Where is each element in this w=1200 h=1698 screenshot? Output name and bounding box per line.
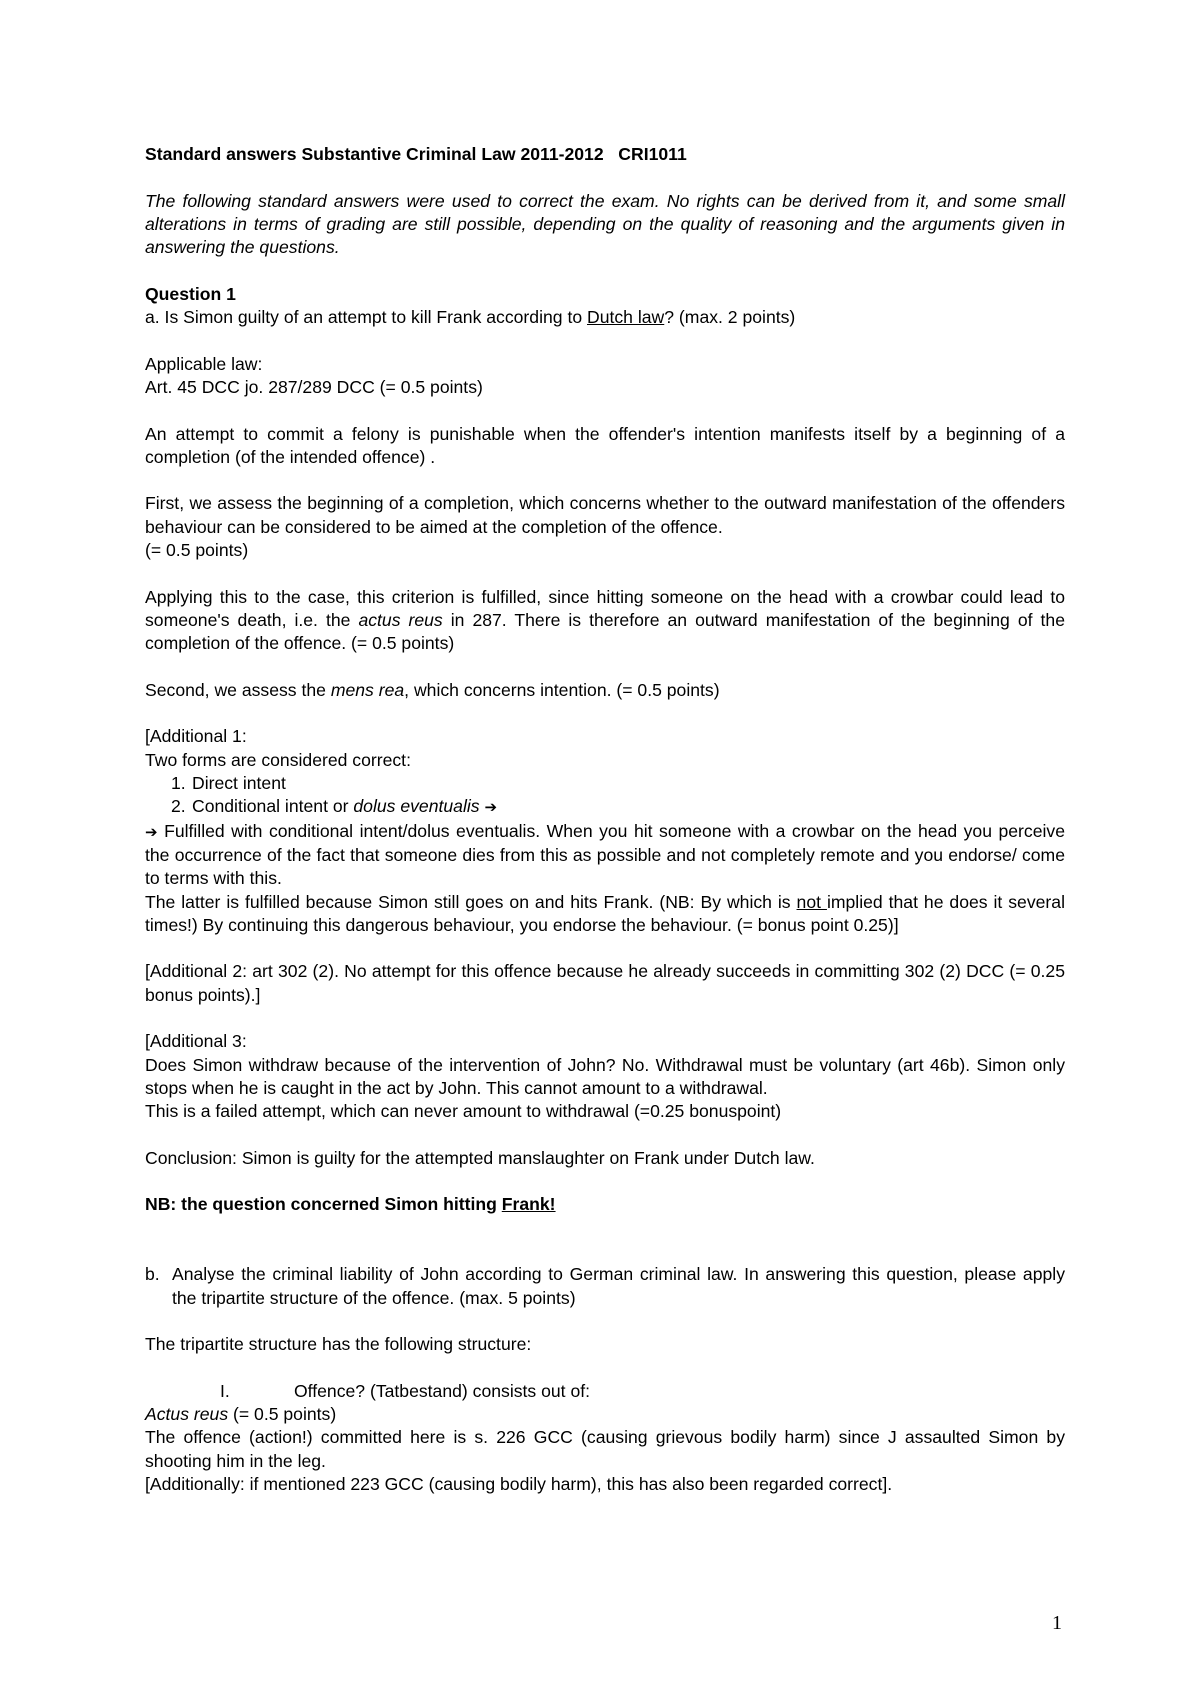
additional-3-failed: This is a failed attempt, which can never amount to withdrawal (=0.25 bonuspoint) (145, 1101, 782, 1122)
nb-text: NB: the question concerned Simon hitting (145, 1194, 502, 1215)
latter-text: The latter is fulfilled because Simon still goes on and hits Frank. (NB: By which is (145, 891, 797, 912)
fulfilled-text: Fulfilled with conditional intent/dolus eventualis. When you hit someone with a crowbar on the head you perceive the occurrence of the fact that someone dies from this as possible and not completely remote and you endorse/ come to terms with this. (145, 820, 1065, 889)
second-italic: mens rea (330, 679, 405, 700)
additionally-note: [Additionally: if mentioned 223 GCC (causing bodily harm), this has also been regarded correct]. (145, 1473, 893, 1494)
second-assessment (145, 679, 1065, 702)
latter-text-end: implied that he does it several times!) By continuing this dangerous behaviour, you endorse the behaviour. (= bonus point 0.25)] (145, 891, 1065, 935)
document-body (145, 143, 1065, 1496)
second-text: Second, we assess the (145, 679, 331, 700)
application-text-end: in 287. There is therefore an outward manifestation of the beginning of the completion of the offence. (= 0.5 points) (145, 609, 1065, 654)
applicable-law-text: Art. 45 DCC jo. 287/289 DCC (= 0.5 points) (145, 376, 483, 397)
actus-reus-points: (= 0.5 points) (228, 1404, 337, 1425)
intro-paragraph: The following standard answers were used to correct the exam. No rights can be derived from it, and some small alterations in terms of grading are still possible, depending on the quality of reasoning and the arguments given in answering the questions. (145, 190, 1065, 258)
question-1b-label: b. (145, 1264, 160, 1285)
tripartite-intro: The tripartite structure has the following structure: (145, 1334, 532, 1355)
actus-reus-line (145, 1403, 1065, 1426)
additional-1-title: [Additional 1: (145, 726, 247, 747)
additional-3-title: [Additional 3: (145, 1031, 247, 1052)
title-text: Standard answers Substantive Criminal Law 2011-2012 (145, 144, 604, 164)
question-1a-text: a. Is Simon guilty of an attempt to kill Frank according to (145, 307, 587, 328)
offence-heading-text: Offence? (Tatbestand) consists out of: (294, 1380, 591, 1401)
question-1-heading: Question 1 (145, 283, 236, 304)
attempt-definition: An attempt to commit a felony is punishable when the offender's intention manifests itself by a beginning of a completion (of the intended offence) . (145, 423, 1065, 467)
list-item-text: Conditional intent or (192, 796, 354, 817)
second-text-end: , which concerns intention. (= 0.5 points) (404, 679, 720, 700)
right-arrow-icon: ➔ (145, 822, 158, 841)
list-number: 2. (171, 796, 186, 817)
application-paragraph (145, 586, 1065, 656)
list-item-text: Direct intent (192, 773, 286, 794)
offence-heading (145, 1380, 1065, 1403)
first-assessment-points: (= 0.5 points) (145, 540, 249, 561)
question-1a-suffix: ? (max. 2 points) (664, 307, 796, 328)
additional-1-intro: Two forms are considered correct: (145, 749, 411, 770)
actus-reus-italic: Actus reus (145, 1404, 229, 1425)
roman-numeral: I. (220, 1380, 230, 1401)
nb-underlined: Frank! (501, 1194, 556, 1215)
offence-text: The offence (action!) committed here is s. 226 GCC (causing grievous bodily harm) since J assaulted Simon by shooting him in the leg. (145, 1427, 1065, 1471)
additional-1-fulfilled (145, 820, 1065, 891)
course-code: CRI1011 (618, 144, 687, 164)
first-assessment: First, we assess the beginning of a completion, which concerns whether to the outward manifestation of the offenders behaviour can be considered to be aimed at the completion of the offence. (145, 493, 1065, 537)
conclusion: Conclusion: Simon is guilty for the attempted manslaughter on Frank under Dutch law. (145, 1147, 815, 1168)
additional-1-item-2 (145, 795, 1065, 819)
additional-2: [Additional 2: art 302 (2). No attempt for this offence because he already succeeds in committing 302 (2) DCC (= 0.25 bonus points).] (145, 961, 1065, 1005)
question-1a (145, 306, 1065, 329)
question-1a-underlined: Dutch law (587, 307, 665, 328)
question-1b (145, 1263, 1065, 1310)
application-italic: actus reus (358, 609, 443, 630)
list-item-italic: dolus eventualis (353, 796, 480, 817)
additional-1-item-1 (145, 772, 1065, 795)
document-title (145, 143, 1065, 166)
additional-1-latter (145, 891, 1065, 938)
additional-3-text: Does Simon withdraw because of the intervention of John? No. Withdrawal must be voluntary (art 46b). Simon only stops when he is caught in the act by John. This cannot amount to a withdrawal. (145, 1054, 1065, 1098)
application-text: Applying this to the case, this criterion is fulfilled, since hitting someone on the head with a crowbar could lead to someone's death, i.e. the (145, 586, 1065, 630)
page-number: 1 (1052, 1612, 1062, 1634)
nb-note (145, 1193, 1065, 1216)
applicable-law-label: Applicable law: (145, 353, 263, 374)
list-number: 1. (171, 773, 186, 794)
right-arrow-icon: ➔ (484, 798, 498, 817)
latter-underlined: not (796, 891, 827, 912)
question-1b-text: Analyse the criminal liability of John according to German criminal law. In answering this question, please apply the tripartite structure of the offence. (max. 5 points) (172, 1264, 1065, 1308)
